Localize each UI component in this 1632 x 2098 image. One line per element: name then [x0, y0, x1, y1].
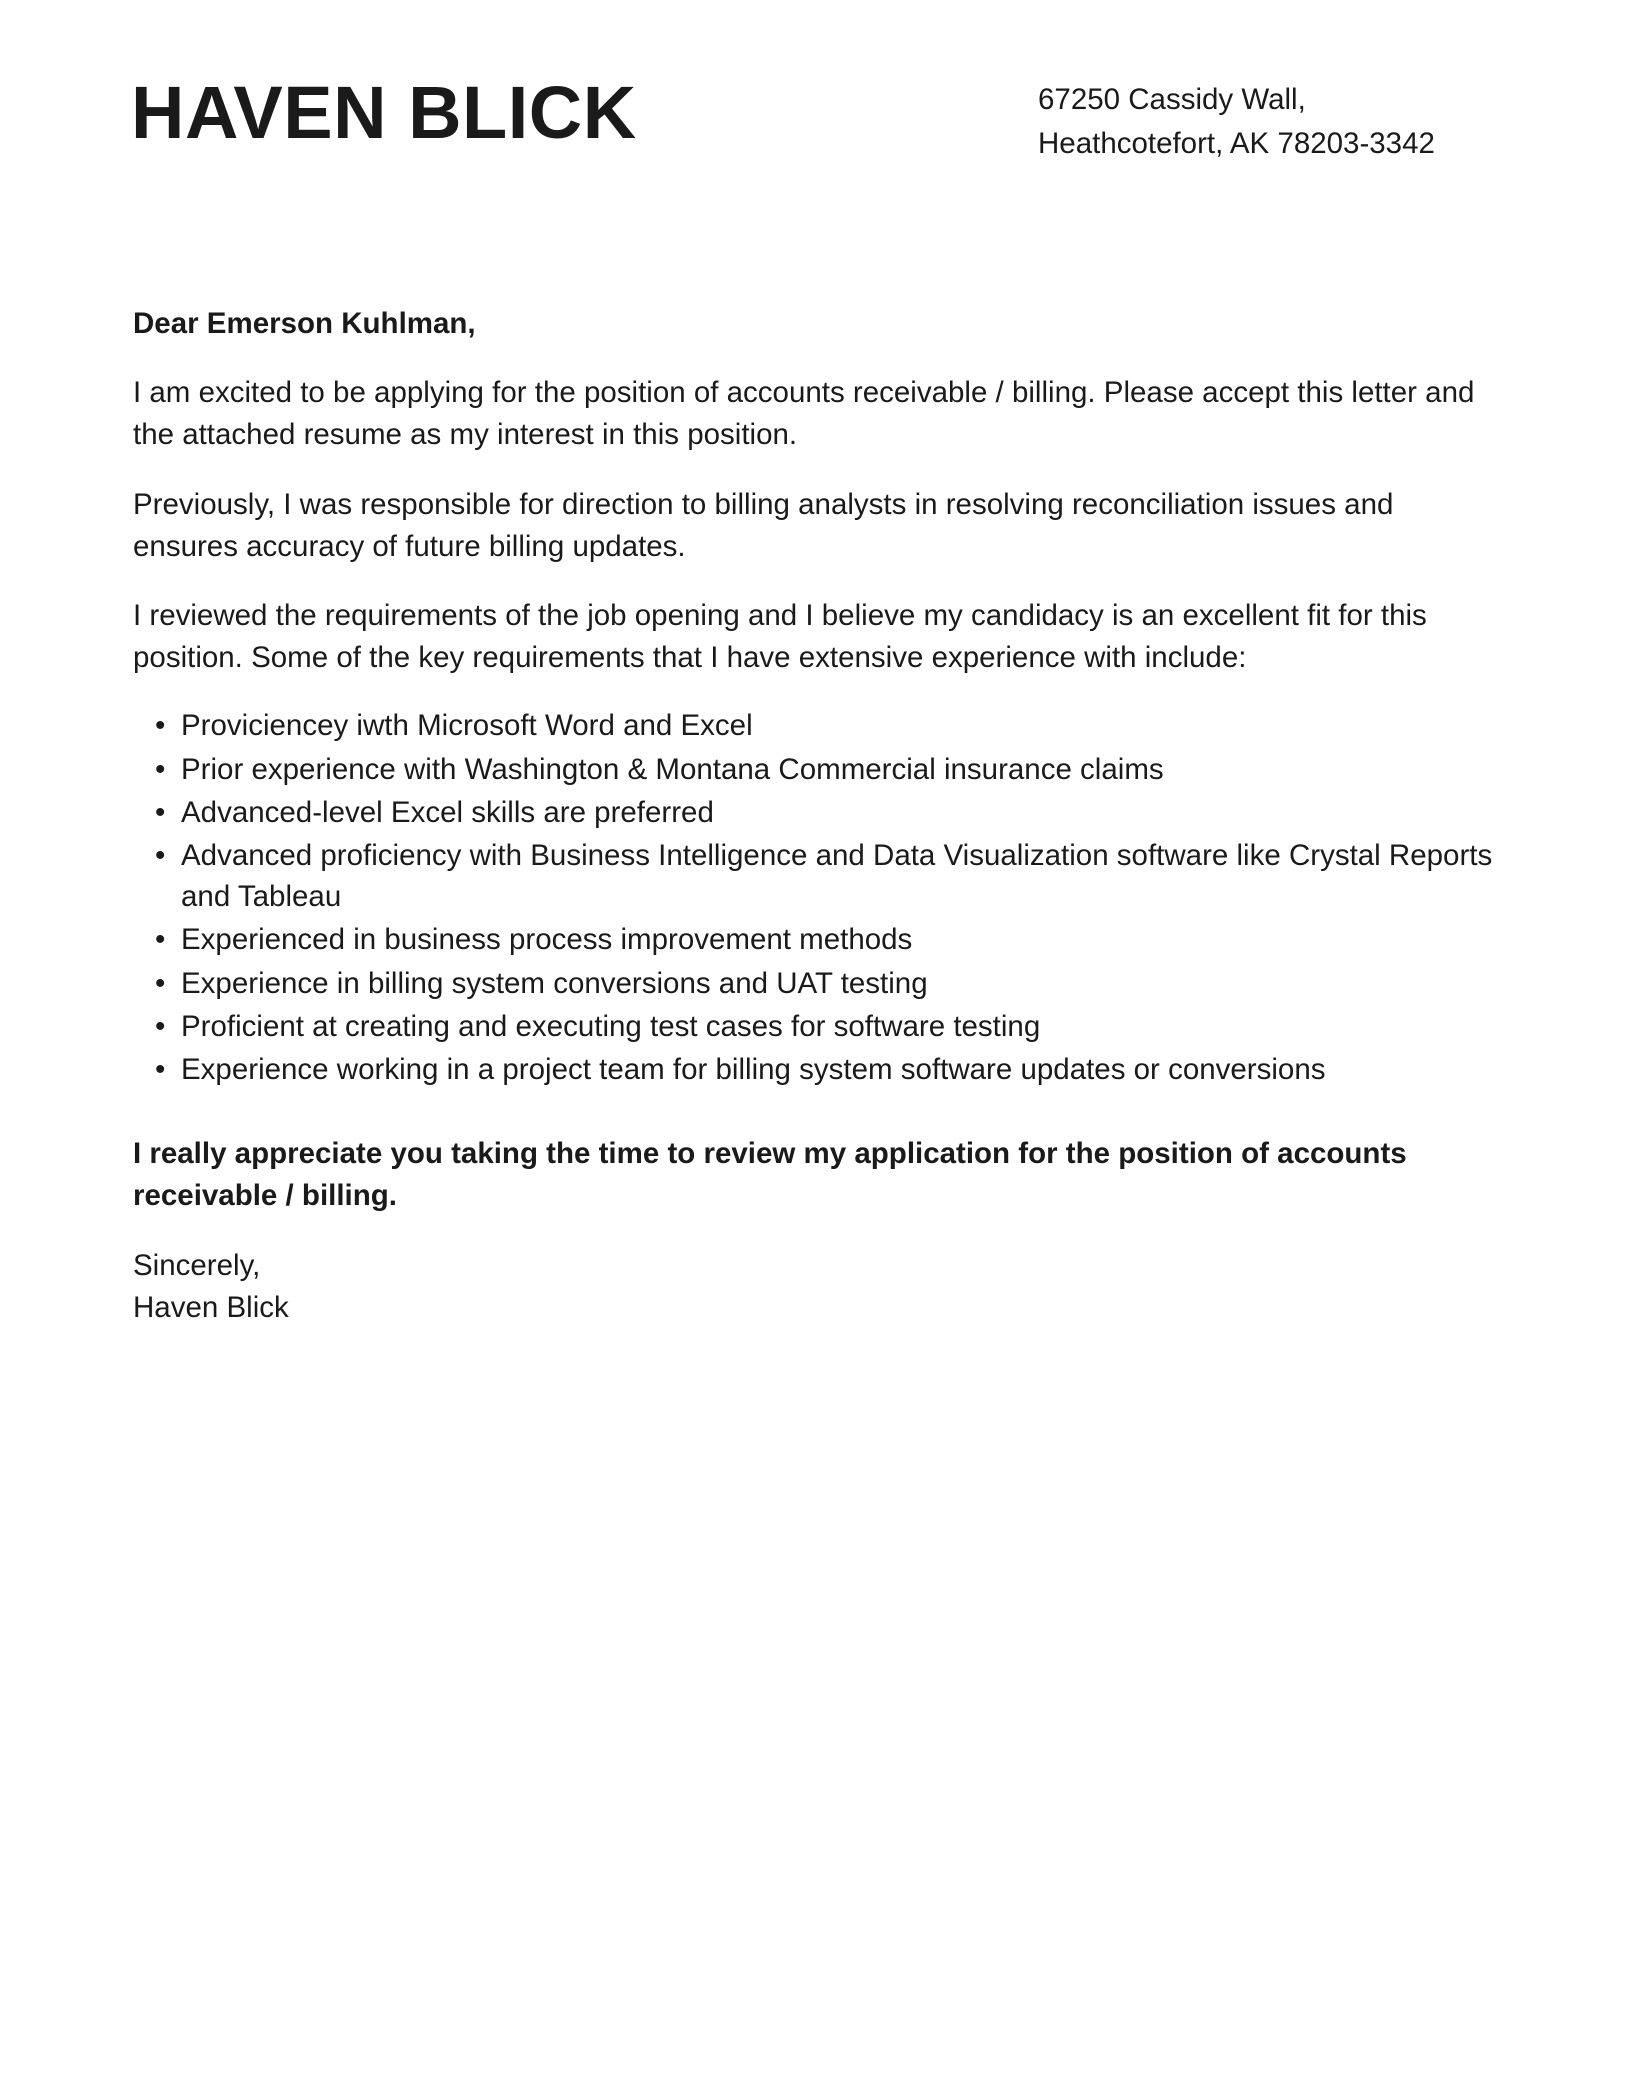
signoff-text: Sincerely, — [133, 1249, 261, 1283]
paragraph-previous-experience: Previously, I was responsible for direction to billing analysts in resolving reconciliation issues and ensures accuracy of future billing updates. — [133, 487, 1394, 563]
salutation: Dear Emerson Kuhlman, — [133, 307, 476, 340]
address-line-2: Heathcotefort, AK 78203-3342 — [1038, 127, 1435, 161]
address-line-1: 67250 Cassidy Wall, — [1038, 83, 1306, 116]
list-item: • Advanced proficiency with Business Intelligence and Data Visualization software like Crystal Reports and Tableau — [133, 836, 1504, 917]
list-item: • Experienced in business process improvement methods — [133, 920, 1504, 960]
paragraph-requirements-lead-in: I reviewed the requirements of the job opening and I believe my candidacy is an excellent fit for this position. Some of the key requirements that I have extensive experience with include: — [133, 598, 1427, 675]
letter-header — [0, 0, 1632, 225]
signoff-block — [133, 1245, 1504, 1329]
requirements-list — [133, 706, 1504, 1091]
signature-name: Haven Blick — [133, 1291, 289, 1325]
list-item: • Prior experience with Washington & Montana Commercial insurance claims — [133, 750, 1504, 790]
letter-body — [0, 303, 1632, 1330]
paragraph-intro: I am excited to be applying for the position of accounts receivable / billing. Please accept this letter and the attached resume as my interest in this position. — [133, 376, 1475, 452]
list-item: • Advanced-level Excel skills are preferred — [133, 793, 1504, 833]
list-item: • Experience working in a project team for billing system software updates or conversions — [133, 1050, 1504, 1090]
list-item: • Experience in billing system conversions and UAT testing — [133, 964, 1504, 1004]
list-item: • Proviciencey iwth Microsoft Word and Excel — [133, 706, 1504, 746]
list-item: • Proficient at creating and executing test cases for software testing — [133, 1007, 1504, 1047]
sender-address-block — [1038, 78, 1435, 167]
applicant-name: HAVEN BLICK — [131, 71, 637, 154]
closing-paragraph: I really appreciate you taking the time to review my application for the position of accounts receivable / billing. — [133, 1136, 1407, 1213]
